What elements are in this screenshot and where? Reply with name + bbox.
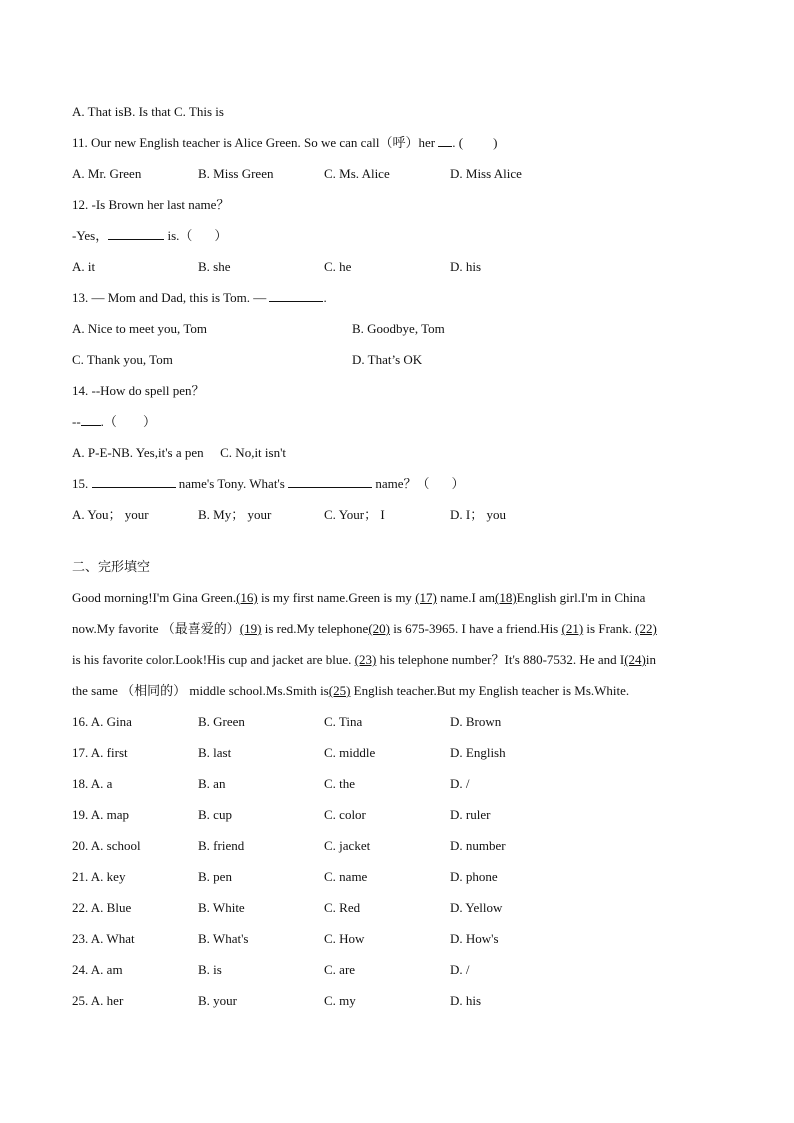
passage-line [72,650,732,681]
option: D. English [450,745,506,760]
passage-text: is my first name.Green is my [257,590,416,605]
option: 22. A. Blue [72,900,132,915]
option: D. How's [450,931,499,946]
option: 16. A. Gina [72,714,132,729]
option: C. Thank you, Tom [72,352,173,367]
passage-text: his telephone number？It's 880-7532. He and I [376,652,625,667]
option: D. That’s OK [352,352,423,367]
option: 23. A. What [72,931,135,946]
cloze-passage [72,588,732,712]
answer-blank [288,474,372,488]
blank-number: (20) [368,621,390,636]
answer-blank [269,288,323,302]
option: 18. A. a [72,776,113,791]
option: C. color [324,807,366,822]
blank-number: (16) [236,590,258,605]
option: D. / [450,776,470,791]
option: C. name [324,869,368,884]
q10-option-a: A. That is [72,104,124,119]
option: C. middle [324,745,376,760]
passage-line [72,681,732,712]
passage-text: is his favorite color.Look!His cup and jacket are blue. [72,652,355,667]
option: B. Goodbye, Tom [352,321,445,336]
option: B. friend [198,838,245,853]
option: D. Miss Alice [450,166,522,181]
option: 24. A. am [72,962,123,977]
q14-line2: -- .（ ） [72,414,156,429]
q11-stem: 11. Our new English teacher is Alice Green. So we can call（呼）her . ( ) [72,135,498,150]
cloze-question-row [72,929,732,960]
option: C. the [324,776,356,791]
option: D. ruler [450,807,491,822]
q10-options [72,102,732,133]
passage-text: name.I am [436,590,495,605]
cloze-question-row [72,743,732,774]
blank-number: (22) [635,621,657,636]
option: C. are [324,962,356,977]
option: 19. A. map [72,807,130,822]
option: B. Miss Green [198,166,274,181]
answer-blank [81,412,101,426]
option: D. his [450,259,482,274]
option: D. phone [450,869,498,884]
option: A. You； your [72,507,149,522]
cloze-question-row [72,898,732,929]
option: D. Brown [450,714,502,729]
cloze-question-row [72,867,732,898]
option: A. Mr. Green [72,166,142,181]
option: C. How [324,931,365,946]
cloze-question-row [72,991,732,1022]
q15-options [72,505,732,536]
option: B. Yes,it's a pen [121,445,204,460]
cloze-question-row [72,836,732,867]
passage-text: is red.My telephone [261,621,369,636]
passage-text: English teacher.But my English teacher is Ms.White. [350,683,630,698]
cloze-question-row [72,712,732,743]
passage-text: is Frank. [583,621,636,636]
option: B. last [198,745,232,760]
blank-number: (18) [494,590,517,605]
option: B. White [198,900,245,915]
passage-text: now.My favorite （最喜爱的） [72,621,240,636]
option: B. your [198,993,237,1008]
q14-line1: 14. --How do spell pen？ [72,383,205,398]
document-page [72,102,732,1022]
q13-options-row2 [72,350,732,381]
passage-line [72,619,732,650]
option: A. Nice to meet you, Tom [72,321,207,336]
blank-number: (25) [328,683,351,698]
section-title: 二、完形填空 [72,559,151,574]
option: C. Ms. Alice [324,166,390,181]
option: B. is [198,962,222,977]
option: A. it [72,259,96,274]
passage-text: the same （相同的） middle school.Ms.Smith is [72,683,329,698]
option: B. she [198,259,231,274]
option: B. My； your [198,507,272,522]
option: 20. A. school [72,838,141,853]
option: B. Green [198,714,245,729]
blank-number: (21) [561,621,584,636]
option: D. I； you [450,507,506,522]
option: 25. A. her [72,993,124,1008]
cloze-question-row [72,805,732,836]
q12-line1: 12. -Is Brown her last name？ [72,197,230,212]
q10-option-b: B. Is that [123,104,171,119]
option: C. my [324,993,356,1008]
cloze-question-row [72,960,732,991]
option: B. What's [198,931,249,946]
q12-line2: -Yes， is.（ ） [72,228,228,243]
option: D. number [450,838,506,853]
option: 17. A. first [72,745,128,760]
option: 21. A. key [72,869,126,884]
option: C. Tina [324,714,363,729]
passage-line [72,588,732,619]
option: C. Red [324,900,361,915]
passage-text: English girl.I'm in China [516,590,646,605]
answer-blank [438,133,452,147]
blank-number: (19) [239,621,262,636]
option: B. pen [198,869,232,884]
option: C. Your； I [324,507,385,522]
cloze-questions [72,712,732,1022]
q10-option-c: C. This is [173,104,224,119]
q15-stem: 15. name's Tony. What's name？（ ） [72,476,465,491]
option: D. Yellow [450,900,503,915]
q13-options-row1 [72,319,732,350]
blank-number: (23) [354,652,377,667]
q11-options [72,164,732,195]
passage-text: in [645,652,656,667]
option: C. No,it isn't [220,445,287,460]
answer-blank [92,474,176,488]
passage-text: Good morning!I'm Gina Green. [72,590,237,605]
option: D. / [450,962,470,977]
answer-blank [108,226,164,240]
option: C. he [324,259,352,274]
option: A. P-E-N [72,445,122,460]
q12-options [72,257,732,288]
option: B. cup [198,807,232,822]
passage-text: is 675-3965. I have a friend.His [390,621,562,636]
option: C. jacket [324,838,371,853]
blank-number: (24) [624,652,646,667]
q13-stem: 13. — Mom and Dad, this is Tom. — . [72,290,327,305]
q14-options [72,443,732,474]
option: D. his [450,993,482,1008]
blank-number: (17) [415,590,437,605]
cloze-question-row [72,774,732,805]
option: B. an [198,776,226,791]
